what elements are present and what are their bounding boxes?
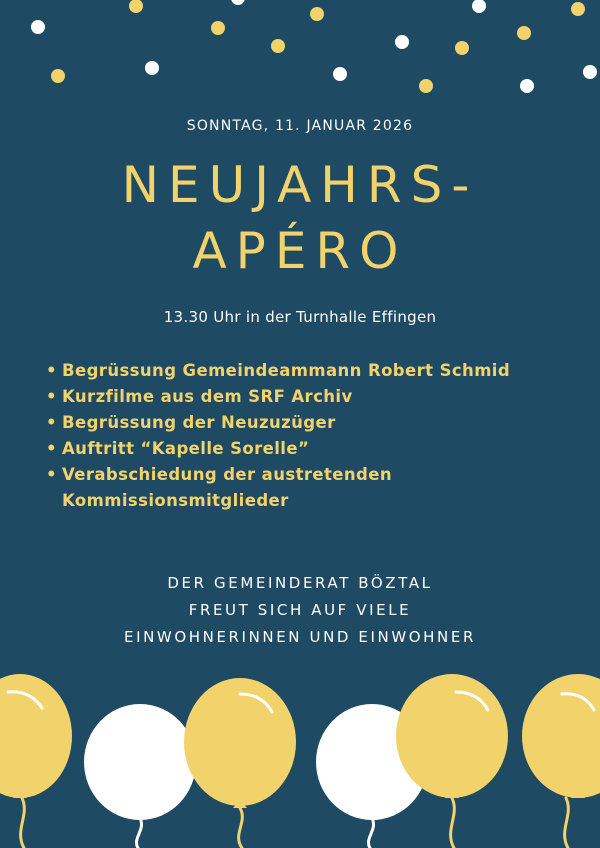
program-item-text: Verabschiedung der austretenden Kommissionsmitglieder [62,465,392,510]
event-title [0,152,600,284]
closing-line3: EINWOHNERINNEN UND EINWOHNER [124,628,476,646]
event-time-location: 13.30 Uhr in der Turnhalle Effingen [163,308,437,326]
confetti-dot [395,35,409,49]
bullet-icon: • [46,361,57,380]
confetti-dot [472,0,486,13]
program-item [46,462,586,514]
program-item-text: Auftritt “Kapelle Sorelle” [62,439,310,458]
balloon-string [136,818,141,848]
balloon-string [21,798,25,848]
balloon-yellow [184,678,296,808]
confetti-dots [0,0,600,100]
balloon-string [239,808,243,848]
confetti-dot [583,65,597,79]
program-item-text: Begrüssung Gemeindeammann Robert Schmid [62,361,511,380]
confetti-dot [211,21,225,35]
confetti-dot [310,7,324,21]
bullet-icon: • [46,413,57,432]
balloon-yellow [522,674,600,798]
confetti-dot [271,39,285,53]
program-list [46,358,586,514]
bullet-icon: • [46,439,57,458]
confetti-dot [333,67,347,81]
closing-line2: FREUT SICH AUF VIELE [188,601,412,619]
program-item-text: Begrüssung der Neuzuzüger [62,413,336,432]
balloon-yellow [396,674,508,798]
confetti-dot [231,0,245,5]
closing-line1: DER GEMEINDERAT BÖZTAL [167,574,433,592]
program-item [46,358,586,384]
bullet-icon: • [46,387,57,406]
program-item [46,436,586,462]
event-date: SONNTAG, 11. JANUAR 2026 [186,118,414,134]
event-title-line1: NEUJAHRS- [121,156,479,214]
confetti-dot [517,26,531,40]
balloon-yellow [0,674,72,798]
confetti-dot [31,20,45,34]
closing-message [0,570,600,651]
confetti-dot [520,79,534,93]
confetti-dot [51,69,65,83]
confetti-dot [129,0,143,13]
confetti-dot [455,41,469,55]
balloon-string [368,818,373,848]
program-item [46,410,586,436]
bullet-icon: • [46,465,57,484]
balloon-string [565,798,569,848]
program-item-text: Kurzfilme aus dem SRF Archiv [62,387,353,406]
program-item [46,384,586,410]
confetti-dot [145,61,159,75]
balloon-white [84,704,196,820]
confetti-dot [419,79,433,93]
balloon-string [451,798,455,848]
balloons-decoration [0,670,600,848]
event-title-line2: APÉRO [192,222,408,280]
confetti-dot [571,2,585,16]
